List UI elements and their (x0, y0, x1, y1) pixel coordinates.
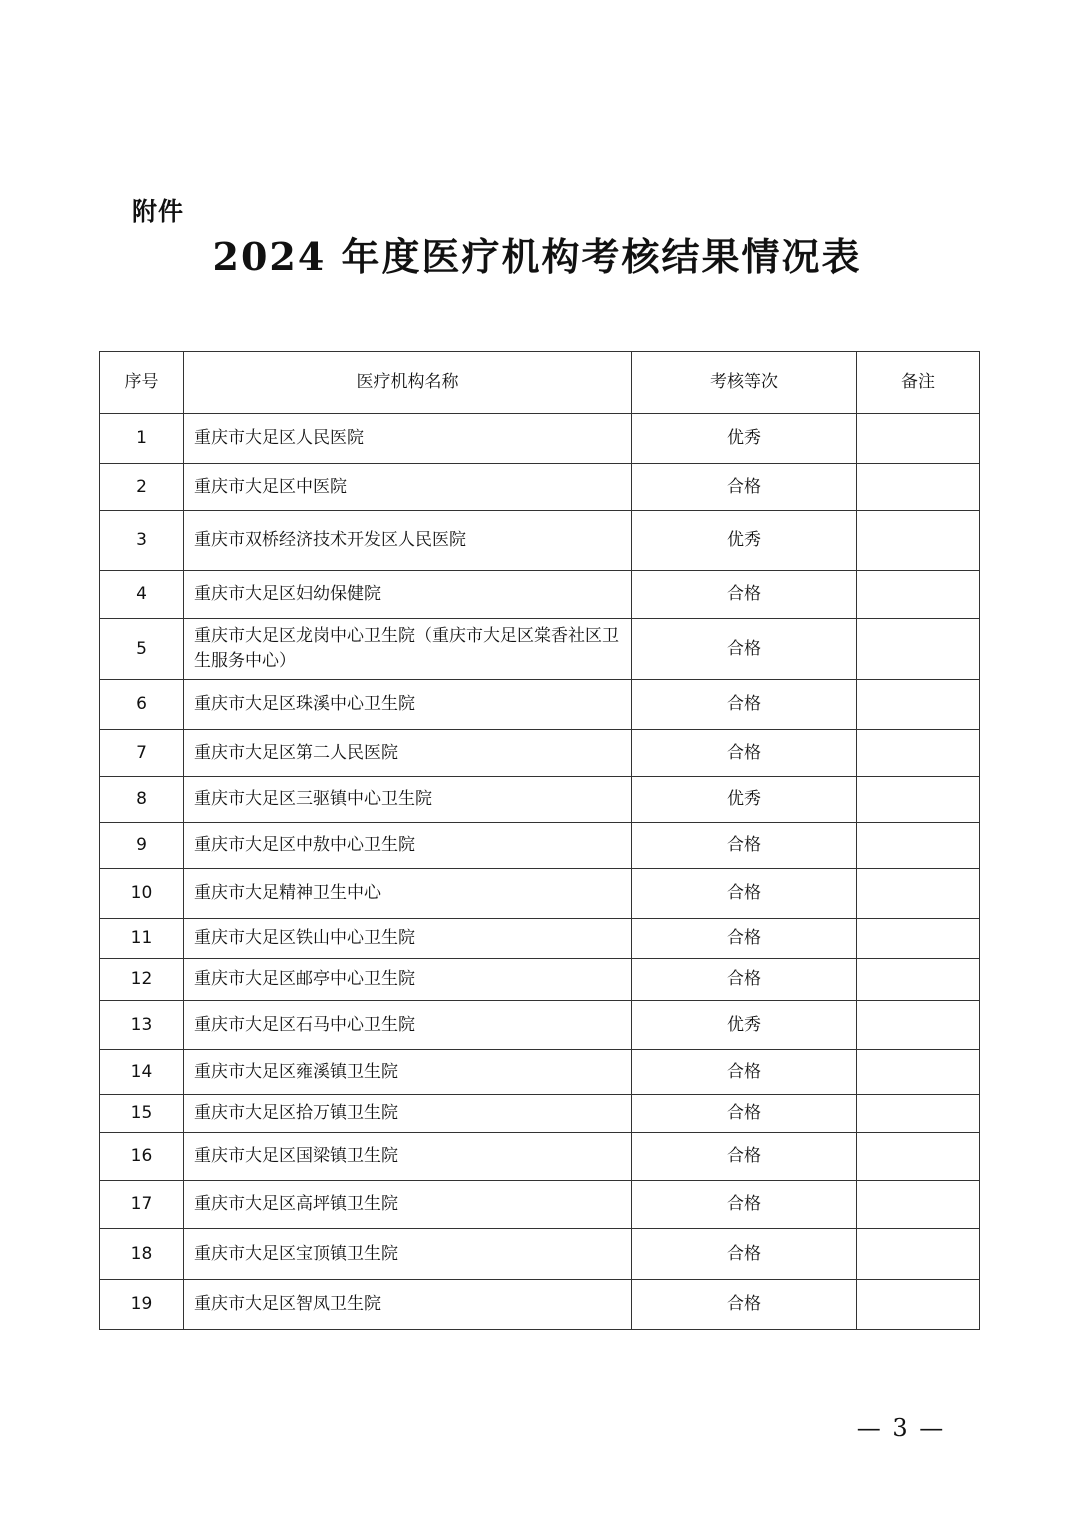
row-number: 9 (100, 823, 184, 869)
table-row (100, 919, 980, 959)
remark (857, 823, 980, 869)
page-title: 2024 年度医疗机构考核结果情况表 (212, 234, 862, 279)
assessment-grade: 合格 (632, 1280, 857, 1330)
table-row (100, 777, 980, 823)
row-number: 7 (100, 730, 184, 777)
remark (857, 1001, 980, 1050)
remark (857, 571, 980, 619)
table-row (100, 571, 980, 619)
assessment-grade: 合格 (632, 680, 857, 730)
table-row (100, 1050, 980, 1095)
row-number: 6 (100, 680, 184, 730)
table-row (100, 1095, 980, 1133)
table-row (100, 1001, 980, 1050)
assessment-grade: 合格 (632, 1095, 857, 1133)
remark (857, 464, 980, 511)
table-row (100, 730, 980, 777)
header-name: 医疗机构名称 (184, 352, 632, 414)
institution-name: 重庆市大足区拾万镇卫生院 (184, 1095, 632, 1133)
assessment-grade: 合格 (632, 1133, 857, 1181)
attachment-label: 附件 (132, 197, 185, 226)
remark (857, 1280, 980, 1330)
institution-name: 重庆市大足区邮亭中心卫生院 (184, 959, 632, 1001)
institution-name: 重庆市大足区珠溪中心卫生院 (184, 680, 632, 730)
table-row (100, 1133, 980, 1181)
remark (857, 959, 980, 1001)
row-number: 3 (100, 511, 184, 571)
row-number: 2 (100, 464, 184, 511)
remark (857, 414, 980, 464)
institution-name: 重庆市大足区石马中心卫生院 (184, 1001, 632, 1050)
institution-name: 重庆市大足区高坪镇卫生院 (184, 1181, 632, 1229)
table-row (100, 959, 980, 1001)
page-number: — 3 — (856, 1414, 946, 1442)
table-row (100, 823, 980, 869)
row-number: 11 (100, 919, 184, 959)
table-row (100, 414, 980, 464)
institution-name: 重庆市大足区龙岗中心卫生院（重庆市大足区棠香社区卫生服务中心） (184, 619, 632, 680)
assessment-grade: 合格 (632, 1050, 857, 1095)
remark (857, 869, 980, 919)
institution-name: 重庆市大足区铁山中心卫生院 (184, 919, 632, 959)
remark (857, 511, 980, 571)
assessment-grade: 合格 (632, 464, 857, 511)
institution-name: 重庆市大足区智凤卫生院 (184, 1280, 632, 1330)
row-number: 13 (100, 1001, 184, 1050)
institution-name: 重庆市大足区雍溪镇卫生院 (184, 1050, 632, 1095)
table-row (100, 680, 980, 730)
remark (857, 680, 980, 730)
assessment-grade: 优秀 (632, 414, 857, 464)
institution-name: 重庆市大足区国梁镇卫生院 (184, 1133, 632, 1181)
table-row (100, 1181, 980, 1229)
remark (857, 1050, 980, 1095)
table-header-row (100, 352, 980, 414)
assessment-grade: 优秀 (632, 777, 857, 823)
institution-name: 重庆市大足区妇幼保健院 (184, 571, 632, 619)
row-number: 17 (100, 1181, 184, 1229)
header-no: 序号 (100, 352, 184, 414)
header-note: 备注 (857, 352, 980, 414)
assessment-grade: 合格 (632, 1229, 857, 1280)
assessment-grade: 合格 (632, 869, 857, 919)
institution-name: 重庆市大足区中敖中心卫生院 (184, 823, 632, 869)
remark (857, 1133, 980, 1181)
assessment-grade: 合格 (632, 619, 857, 680)
table-row (100, 511, 980, 571)
assessment-grade: 合格 (632, 959, 857, 1001)
assessment-grade: 合格 (632, 823, 857, 869)
row-number: 4 (100, 571, 184, 619)
assessment-grade: 优秀 (632, 1001, 857, 1050)
table-row (100, 1229, 980, 1280)
assessment-grade: 优秀 (632, 511, 857, 571)
assessment-grade: 合格 (632, 730, 857, 777)
row-number: 1 (100, 414, 184, 464)
institution-name: 重庆市大足区三驱镇中心卫生院 (184, 777, 632, 823)
assessment-grade: 合格 (632, 571, 857, 619)
assessment-grade: 合格 (632, 919, 857, 959)
institution-name: 重庆市大足区人民医院 (184, 414, 632, 464)
table-row (100, 869, 980, 919)
institution-name: 重庆市双桥经济技术开发区人民医院 (184, 511, 632, 571)
row-number: 12 (100, 959, 184, 1001)
table-body (100, 414, 980, 1330)
table-row (100, 1280, 980, 1330)
assessment-grade: 合格 (632, 1181, 857, 1229)
row-number: 8 (100, 777, 184, 823)
row-number: 14 (100, 1050, 184, 1095)
row-number: 10 (100, 869, 184, 919)
remark (857, 730, 980, 777)
remark (857, 777, 980, 823)
remark (857, 1095, 980, 1133)
row-number: 16 (100, 1133, 184, 1181)
row-number: 19 (100, 1280, 184, 1330)
table-row (100, 464, 980, 511)
row-number: 18 (100, 1229, 184, 1280)
institution-name: 重庆市大足区第二人民医院 (184, 730, 632, 777)
result-table (99, 351, 980, 1330)
row-number: 5 (100, 619, 184, 680)
table-row (100, 619, 980, 680)
row-number: 15 (100, 1095, 184, 1133)
header-grade: 考核等次 (632, 352, 857, 414)
remark (857, 1229, 980, 1280)
remark (857, 919, 980, 959)
remark (857, 619, 980, 680)
institution-name: 重庆市大足精神卫生中心 (184, 869, 632, 919)
institution-name: 重庆市大足区中医院 (184, 464, 632, 511)
remark (857, 1181, 980, 1229)
institution-name: 重庆市大足区宝顶镇卫生院 (184, 1229, 632, 1280)
